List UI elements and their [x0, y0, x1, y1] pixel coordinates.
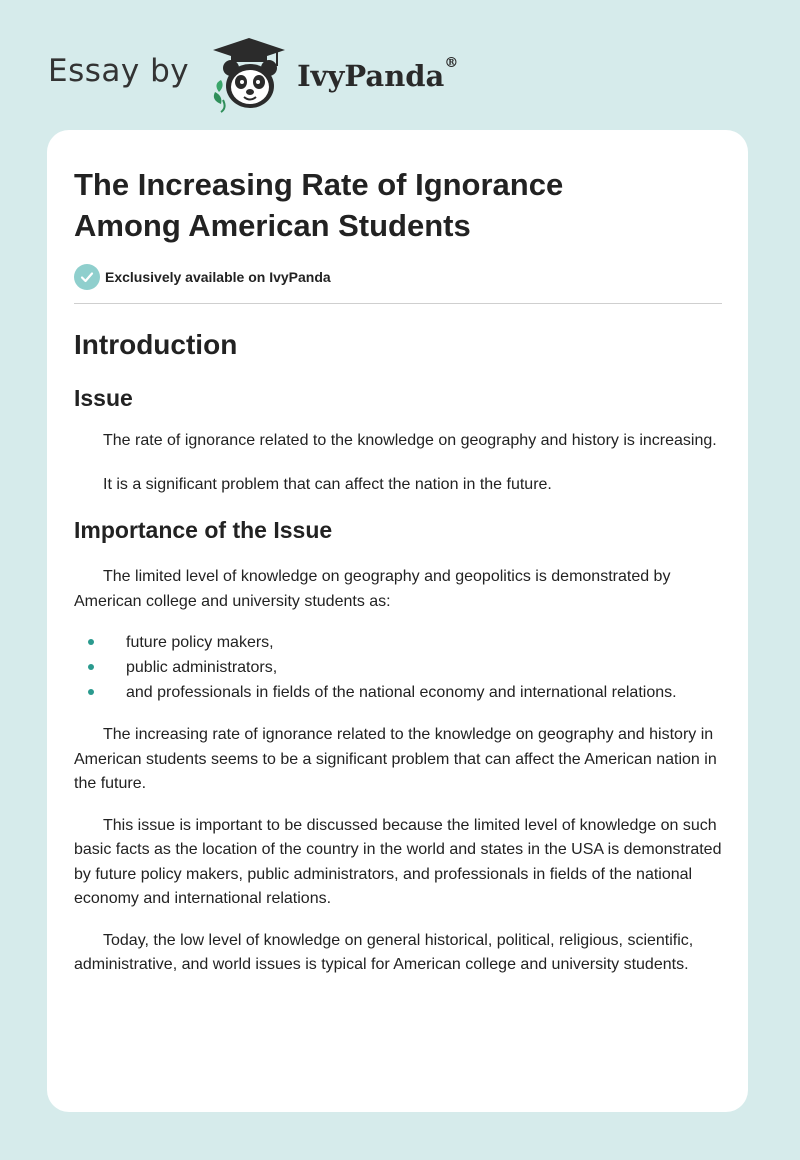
bullet-list — [74, 630, 722, 705]
site-header — [48, 34, 458, 114]
paragraph: It is a significant problem that can affect the nation in the future. — [103, 475, 552, 493]
badge-label: Exclusively available on IvyPanda — [105, 269, 331, 285]
divider — [74, 303, 722, 304]
check-circle-icon — [74, 264, 100, 290]
bullet-icon — [88, 639, 94, 645]
essay-by-label: Essay by — [48, 53, 190, 89]
article-title: The Increasing Rate of Ignorance Among American Students — [74, 167, 564, 243]
section-heading-introduction: Introduction — [74, 329, 238, 360]
exclusive-badge — [74, 264, 722, 290]
paragraph: This issue is important to be discussed because the limited level of knowledge on such basic facts as the location of the country in the world and states in the USA is demonstrated by future policy makers, public administrators, and professionals in fields of the national economy and international relations. — [74, 816, 722, 907]
list-item: and professionals in fields of the national economy and international relations. — [74, 680, 722, 705]
subheading-issue: Issue — [74, 385, 133, 411]
bullet-icon — [88, 689, 94, 695]
paragraph: The rate of ignorance related to the knowledge on geography and history is increasing. — [103, 432, 717, 449]
article-card — [47, 130, 748, 1112]
subheading-importance: Importance of the Issue — [74, 517, 333, 543]
paragraph: The limited level of knowledge on geography and geopolitics is demonstrated by American college and university students as: — [74, 568, 671, 610]
checkmark-icon — [80, 270, 94, 284]
registered-mark: ® — [444, 55, 459, 71]
list-item: future policy makers, — [74, 630, 722, 655]
list-item: public administrators, — [74, 655, 722, 680]
ivypanda-logo-icon[interactable] — [207, 34, 291, 114]
brand-name[interactable]: IvyPanda® — [297, 55, 459, 93]
paragraph: The increasing rate of ignorance related to the knowledge on geography and history in American students seems to be a significant problem that can affect the American nation in the future. — [74, 726, 717, 792]
bullet-icon — [88, 664, 94, 670]
paragraph: Today, the low level of knowledge on general historical, political, religious, scientific, administrative, and world issues is typical for American college and university students. — [74, 931, 694, 973]
